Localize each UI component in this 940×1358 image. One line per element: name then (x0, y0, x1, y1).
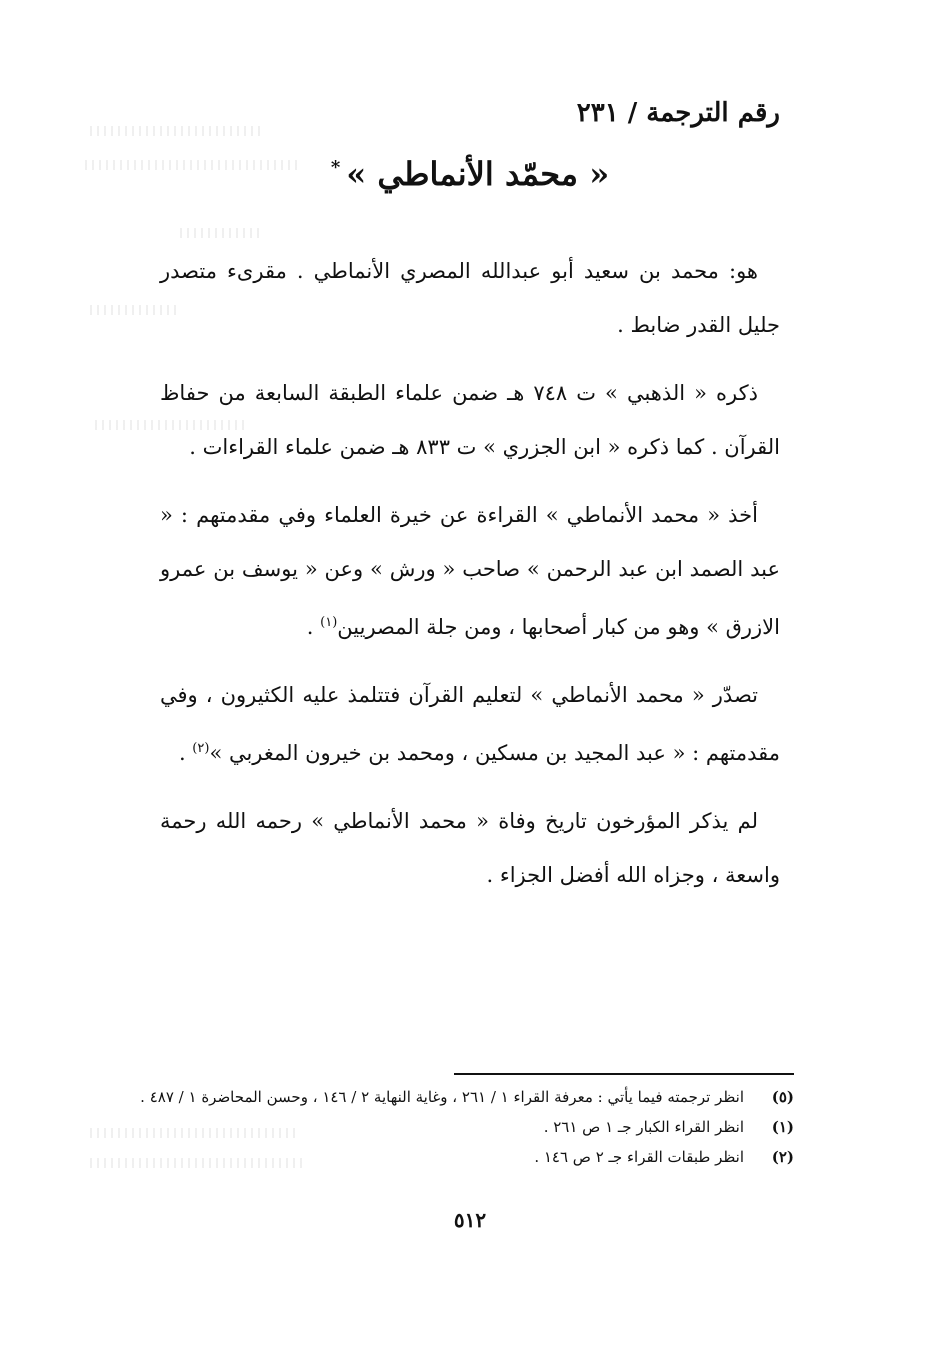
footnote-row (114, 1142, 794, 1172)
paragraph-text: أخذ « محمد الأنماطي » القراءة عن خيرة العلماء وفي مقدمتهم : « عبد الصمد ابن عبد الرحمن » صاحب « ورش » وعن « يوسف بن عمرو الازرق » وهو من كبار أصحابها ، ومن جلة المصريين (160, 503, 780, 639)
footnote-ref: (٢) (192, 741, 210, 756)
footnote-text: انظر القراء الكبار جـ ١ ص ٢٦١ . (543, 1118, 744, 1136)
paragraph-identity (160, 244, 780, 352)
paragraph-students (160, 668, 780, 780)
paragraph-text: هو: محمد بن سعيد أبو عبدالله المصري الأنماطي . مقرىء متصدر جليل القدر ضابط . (160, 259, 780, 337)
paragraph-text: تصدّر « محمد الأنماطي » لتعليم القرآن فتتلمذ عليه الكثيرون ، وفي مقدمتهم : « عبد المجيد بن مسكين ، ومحمد بن خيرون المغربي » (160, 683, 780, 765)
paragraph-teachers (160, 488, 780, 654)
paragraph-death (160, 794, 780, 902)
footnote-text: انظر طبقات القراء جـ ٢ ص ١٤٦ . (534, 1148, 744, 1166)
paragraph-mentions (160, 366, 780, 474)
title-text: « محمّد الأنماطي » (346, 155, 610, 193)
paragraph-end: . (178, 741, 193, 765)
paragraph-text: لم يذكر المؤرخون تاريخ وفاة « محمد الأنماطي » رحمه الله رحمة واسعة ، وجزاه الله أفضل الجزاء . (160, 809, 780, 887)
footnote-mark: (٥) (771, 1088, 794, 1106)
title-star-mark: * (330, 157, 341, 179)
footnotes (114, 1082, 794, 1172)
biography-body (160, 244, 780, 916)
bleed-through-noise (90, 126, 260, 136)
paragraph-text: ذكره « الذهبي » ت ٧٤٨ هـ ضمن علماء الطبقة السابعة من حفاظ القرآن . كما ذكره « ابن الجزري » ت ٨٣٣ هـ ضمن علماء القراءات . (160, 381, 780, 459)
footnote-mark: (١) (771, 1118, 794, 1136)
footnote-divider (454, 1073, 794, 1075)
footnote-ref: (١) (320, 615, 338, 630)
footnote-mark: (٢) (771, 1148, 794, 1166)
translation-number: رقم الترجمة / ٢٣١ (576, 98, 780, 128)
footnote-row (114, 1112, 794, 1142)
paragraph-end: . (306, 615, 321, 639)
bleed-through-noise (180, 228, 260, 238)
footnote-row (114, 1082, 794, 1112)
page-title (0, 155, 940, 193)
page-number: ٥١٢ (453, 1208, 487, 1232)
footnote-text: انظر ترجمته فيما يأتي : معرفة القراء ١ / ٢٦١ ، وغاية النهاية ٢ / ١٤٦ ، وحسن المحاضرة ١ / ٤٨٧ . (140, 1088, 744, 1106)
